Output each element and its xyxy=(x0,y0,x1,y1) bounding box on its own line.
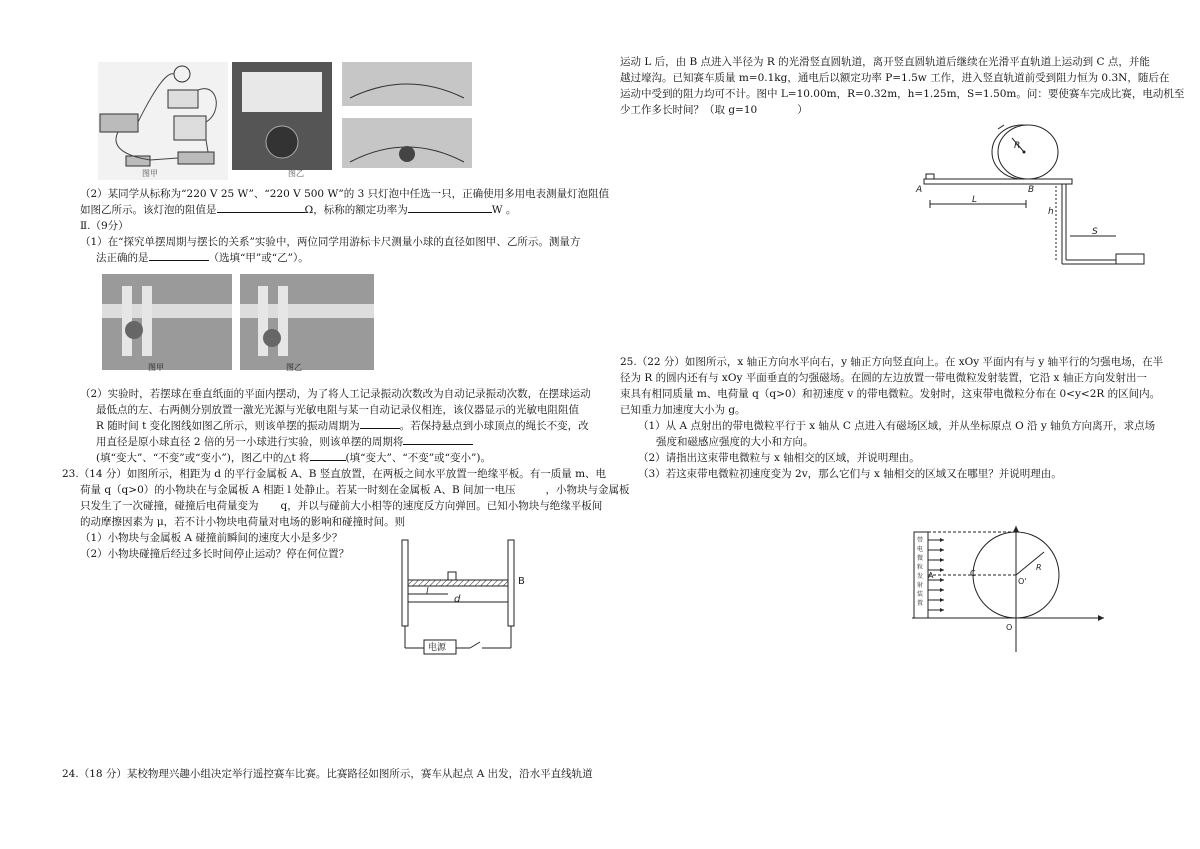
point-b-label: B xyxy=(1028,185,1035,195)
question-2-line-2b: Ω，标称的额定功率为 xyxy=(304,204,408,216)
question-25-sub-1b: 强度和磁感应强度的大小和方向。 xyxy=(656,436,814,448)
question-24-cont-2: 越过壕沟。已知赛车质量 m=0.1kg，通电后以额定功率 P=1.5w 工作，进入竖直轨道前受到阻力恒为 0.3N，随后在 xyxy=(620,72,1170,84)
figure-magnetic-field-circle xyxy=(910,524,1106,654)
center-o-prime-label: O' xyxy=(1018,577,1027,586)
question-23-line-1: 23.（14 分）如图所示，相距为 d 的平行金属板 A、B 竖直放置，在两板之间水平放置一绝缘平板。有一质量 m、电 xyxy=(62,468,607,480)
section-2-q2-line-5 xyxy=(96,450,491,466)
section-2-q2-line-3a: R 随时间 t 变化图线如图乙所示，则该单摆的振动周期为 xyxy=(96,420,360,432)
section-2-q2-line-4 xyxy=(96,434,473,450)
point-a-label-fig25: A xyxy=(928,571,934,580)
question-23-sub-1: （1）小物块与金属板 A 碰撞前瞬间的速度大小是多少？ xyxy=(80,532,343,544)
radius-r-label: R xyxy=(1014,141,1021,151)
section-2-q1-line-2 xyxy=(96,250,309,266)
question-23-line-3a: 只发生了一次碰撞，碰撞后电荷量变为 xyxy=(80,500,259,512)
question-23-sub-2: （2）小物块碰撞后经过多长时间停止运动？停在何位置？ xyxy=(80,548,350,560)
track-diagram xyxy=(916,124,1148,272)
question-23-line-3 xyxy=(80,498,602,514)
question-23-line-4: 的动摩擦因素为 μ，若不计小物块电荷量对电场的影响和碰撞时间。则 xyxy=(80,516,406,528)
distance-label-l: l xyxy=(426,587,429,597)
origin-o-label: O xyxy=(1006,623,1013,632)
caliper-caption-a: 图甲 xyxy=(148,363,164,372)
caliper-photos xyxy=(102,274,374,374)
figure-circuit-and-meter xyxy=(98,62,478,180)
caliper-caption-b: 图乙 xyxy=(286,363,302,372)
period-blank[interactable] xyxy=(360,418,400,429)
section-2-q2-line-1: （2）实验时，若摆球在垂直纸面的平面内摆动，为了将人工记录振动次数改为自动记录振动次数，在摆球运动 xyxy=(80,388,591,400)
section-2-q2-line-5a: (填“变大”、“不变”或“变小”)，图乙中的△t 将 xyxy=(96,452,310,464)
figure-race-track xyxy=(916,124,1148,272)
question-2-line-2 xyxy=(80,202,516,218)
power-supply-label: 电源 xyxy=(428,643,447,653)
resistance-blank[interactable] xyxy=(217,202,305,213)
figure-caption-b: 图乙 xyxy=(288,169,304,178)
question-25-line-3: 束具有相同质量 m、电荷量 q（q>0）和初速度 v 的带电微粒。发射时，这束带电微粒分布在 0<y<2R 的区间内。 xyxy=(620,388,1161,400)
distance-label-d: d xyxy=(454,594,461,605)
plate-label-b: B xyxy=(518,576,525,587)
question-24-cont-4b: ） xyxy=(797,104,808,116)
emitter-device-label: 带电微粒发射装置 xyxy=(917,537,924,607)
question-2-line-1: （2）某同学从标称为“220 V 25 W”、“220 V 500 W”的 3 只灯泡中任选一只，正确使用多用电表测量灯泡阻值 xyxy=(80,188,610,200)
delta-t-blank[interactable] xyxy=(310,450,346,461)
question-25-line-1: 25.（22 分）如图所示，x 轴正方向水平向右，y 轴正方向竖直向上。在 xOy 平面内有与 y 轴平行的匀强电场，在半 xyxy=(620,356,1164,368)
question-24-cont-1: 运动 L 后，由 B 点进入半径为 R 的光滑竖直圆轨道，离开竖直圆轨道后继续在光滑平直轨道上运动到 C 点，并能 xyxy=(620,56,1150,68)
question-25-sub-2: （2）请指出这束带电微粒与 x 轴相交的区域，并说明理由。 xyxy=(638,452,920,464)
section-2-q2-line-3b: 。若保持悬点到小球顶点的绳长不变，改 xyxy=(399,420,589,432)
question-24-cont-3: 运动中受到的阻力均可不计。图中 L=10.00m，R=0.32m，h=1.25m，S=1.50m。问：要使赛车完成比赛，电动机至 xyxy=(620,88,1185,100)
section-2-title: Ⅱ.（9分） xyxy=(80,220,129,232)
section-2-q2-line-5b: (填“变大”、“不变”或“变小”)。 xyxy=(345,452,491,464)
section-2-q2-line-4a: 用直径是原小球直径 2 倍的另一小球进行实验，则该单摆的周期将 xyxy=(96,436,404,448)
height-h-label: h xyxy=(1048,207,1054,217)
question-23-line-2a: 荷量 q（q>0）的小物块在与金属板 A 相距 l 处静止。若某一时刻在金属板 A、B 间加一电压 xyxy=(80,484,516,496)
question-24-cont-4a: 少工作多长时间？（取 g=10 xyxy=(620,104,758,116)
section-2-q2-line-3 xyxy=(96,418,589,434)
section-2-q2-line-2: 最低点的左、右两侧分别放置一激光光源与光敏电阻与某一自动记录仪相连，该仪器显示的光敏电阻阻值 xyxy=(96,404,579,416)
power-blank[interactable] xyxy=(408,202,492,213)
radius-r-label-fig25: R xyxy=(1036,563,1042,572)
circuit-sketch xyxy=(98,62,478,180)
point-c-label-fig25: C xyxy=(970,569,976,578)
question-2-line-2c: W 。 xyxy=(491,204,517,216)
section-2-q1-line-2a: 法正确的是 xyxy=(96,252,149,264)
plates-diagram xyxy=(398,538,538,656)
method-blank[interactable] xyxy=(149,250,209,261)
period-change-blank[interactable] xyxy=(403,434,473,445)
question-25-sub-3: （3）若这束带电微粒初速度变为 2v，那么它们与 x 轴相交的区域又在哪里？并说明理由。 xyxy=(638,468,1062,480)
figure-vernier-caliper xyxy=(102,274,374,374)
question-25-sub-1a: （1）从 A 点射出的带电微粒平行于 x 轴从 C 点进入有磁场区域，并从坐标原点 O 沿 y 轴负方向离开，求点场 xyxy=(638,420,1156,432)
point-a-label: A xyxy=(916,185,923,195)
span-s-label: S xyxy=(1092,227,1098,237)
length-l-label: L xyxy=(972,195,978,205)
question-25-line-2: 径为 R 的圆内还有与 xOy 平面垂直的匀强磁场。在圆的左边放置一带电微粒发射装置，它沿 x 轴正方向发射出一 xyxy=(620,372,1147,384)
question-23-line-3b: q，并以与碰前大小相等的速度反方向弹回。已知小物块与绝缘平板间 xyxy=(280,500,603,512)
section-2-q1-line-2b: （选填“甲”或“乙”）。 xyxy=(208,252,309,264)
question-23-line-2 xyxy=(80,482,630,498)
figure-caption-a: 图甲 xyxy=(142,169,158,178)
question-24-line-1: 24.（18 分）某校物理兴趣小组决定举行遥控赛车比赛。比赛路径如图所示，赛车从起点 A 出发，沿水平直线轨道 xyxy=(62,768,593,780)
section-2-q1-line-1: （1）在“探究单摆周期与摆长的关系”实验中，两位同学用游标卡尺测量小球的直径如图甲、乙所示。测量方 xyxy=(80,236,581,248)
question-25-line-4: 已知重力加速度大小为 g。 xyxy=(620,404,746,416)
figure-parallel-plates xyxy=(398,538,538,656)
question-24-cont-4 xyxy=(620,102,808,118)
question-23-line-2b: ，小物块与金属板 xyxy=(545,484,630,496)
question-2-line-2a: 如图乙所示。该灯泡的阻值是 xyxy=(80,204,217,216)
